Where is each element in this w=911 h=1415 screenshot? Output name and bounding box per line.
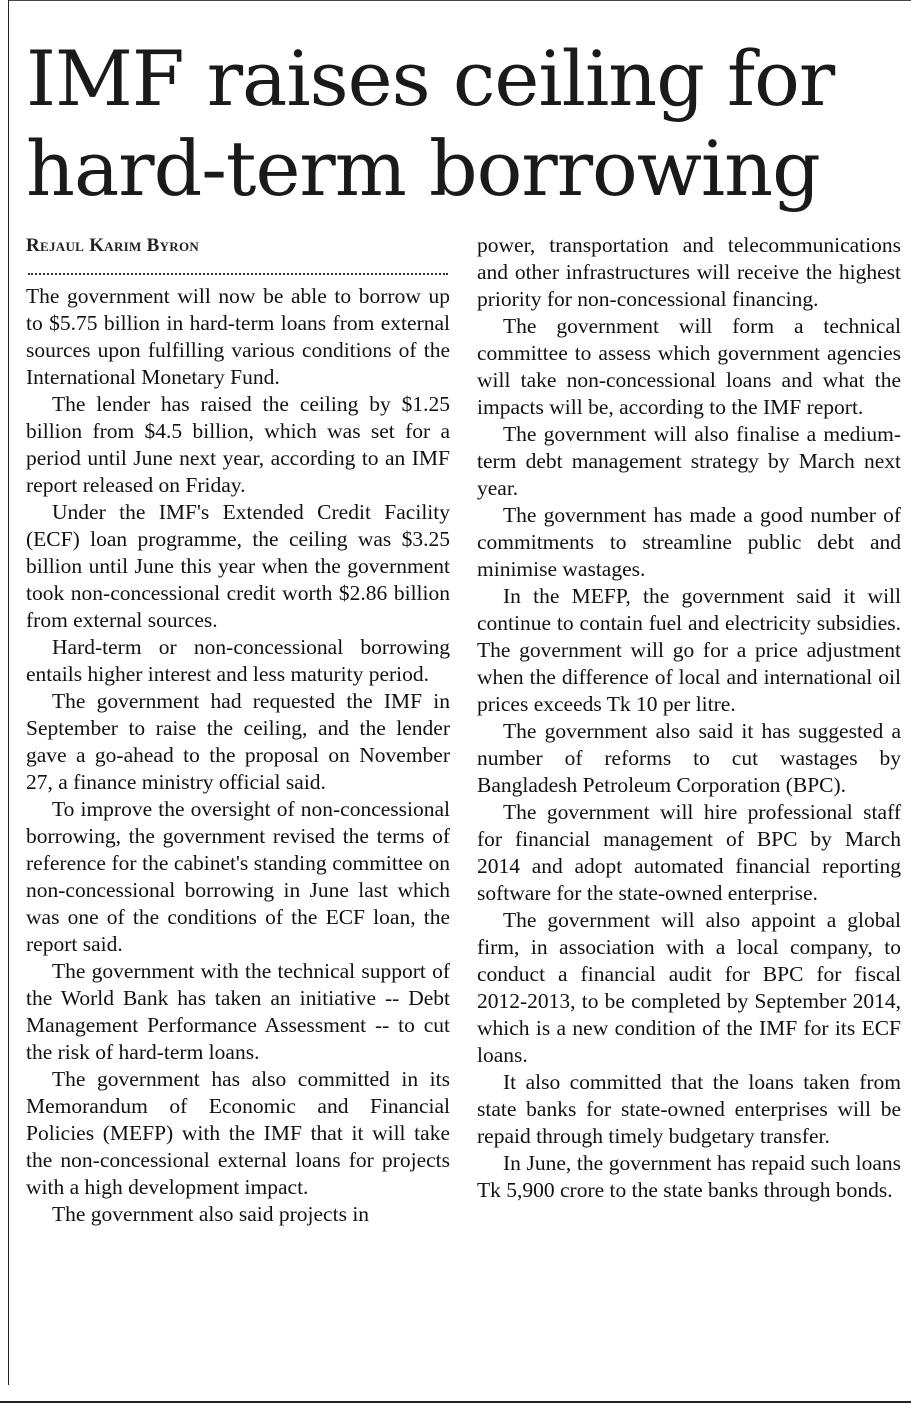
paragraph: In June, the government has repaid such loans Tk 5,900 crore to the state banks through bonds. xyxy=(477,1151,901,1202)
paragraph: In the MEFP, the government said it will continue to contain fuel and electricity subsidies. The government will go for a price adjustment when the difference of local and international oil prices exceeds Tk 10 per litre. xyxy=(477,584,901,716)
paragraph: The government had requested the IMF in September to raise the ceiling, and the lender gave a go-ahead to the proposal on November 27, a finance ministry official said. xyxy=(26,689,450,794)
byline-divider xyxy=(28,273,448,275)
article-column-left xyxy=(26,232,450,1228)
paragraph: To improve the oversight of non-concessional borrowing, the government revised the terms of reference for the cabinet's standing committee on non-concessional borrowing in June last which was one of the conditions of the ECF loan, the report said. xyxy=(26,797,450,956)
paragraph: The government has also committed in its Memorandum of Economic and Financial Policies (MEFP) with the IMF that it will take the non-concessional external loans for projects with a high development impact. xyxy=(26,1067,450,1199)
paragraph: power, transportation and telecommunications and other infrastructures will receive the highest priority for non-concessional financing. xyxy=(477,233,901,311)
headline: IMF raises ceiling for hard-term borrowing xyxy=(26,34,835,213)
clipping-left-border xyxy=(8,0,9,1385)
paragraph: Under the IMF's Extended Credit Facility (ECF) loan programme, the ceiling was $3.25 billion until June this year when the government took non-concessional credit worth $2.86 billion from external sources. xyxy=(26,500,450,632)
paragraph: The government with the technical support of the World Bank has taken an initiative -- Debt Management Performance Assessment -- to cut the risk of hard-term loans. xyxy=(26,959,450,1064)
clipping-bottom-border xyxy=(0,1401,911,1403)
clipping-top-border xyxy=(8,0,911,1)
paragraph: The government will also appoint a global firm, in association with a local company, to conduct a financial audit for BPC for fiscal 2012-2013, to be completed by September 2014, which is a new condition of the IMF for its ECF loans. xyxy=(477,908,901,1067)
paragraph: The government will hire professional staff for financial management of BPC by March 2014 and adopt automated financial reporting software for the state-owned enterprise. xyxy=(477,800,901,905)
paragraph: The lender has raised the ceiling by $1.25 billion from $4.5 billion, which was set for a period until June next year, according to an IMF report released on Friday. xyxy=(26,392,450,497)
paragraph: Hard-term or non-concessional borrowing entails higher interest and less maturity period. xyxy=(26,635,450,686)
paragraph: It also committed that the loans taken from state banks for state-owned enterprises will be repaid through timely budgetary transfer. xyxy=(477,1070,901,1148)
paragraph: The government will also finalise a medium-term debt management strategy by March next year. xyxy=(477,422,901,500)
paragraph: The government also said it has suggested a number of reforms to cut wastages by Bangladesh Petroleum Corporation (BPC). xyxy=(477,719,901,797)
paragraph: The government will now be able to borrow up to $5.75 billion in hard-term loans from external sources upon fulfilling various conditions of the International Monetary Fund. xyxy=(26,284,450,389)
article-column-right xyxy=(477,232,901,1204)
byline: Rejaul Karim Byron xyxy=(26,235,200,256)
paragraph: The government also said projects in xyxy=(52,1202,370,1226)
paragraph: The government has made a good number of commitments to streamline public debt and minimise wastages. xyxy=(477,503,901,581)
paragraph: The government will form a technical committee to assess which government agencies will take non-concessional loans and what the impacts will be, according to the IMF report. xyxy=(477,314,901,419)
